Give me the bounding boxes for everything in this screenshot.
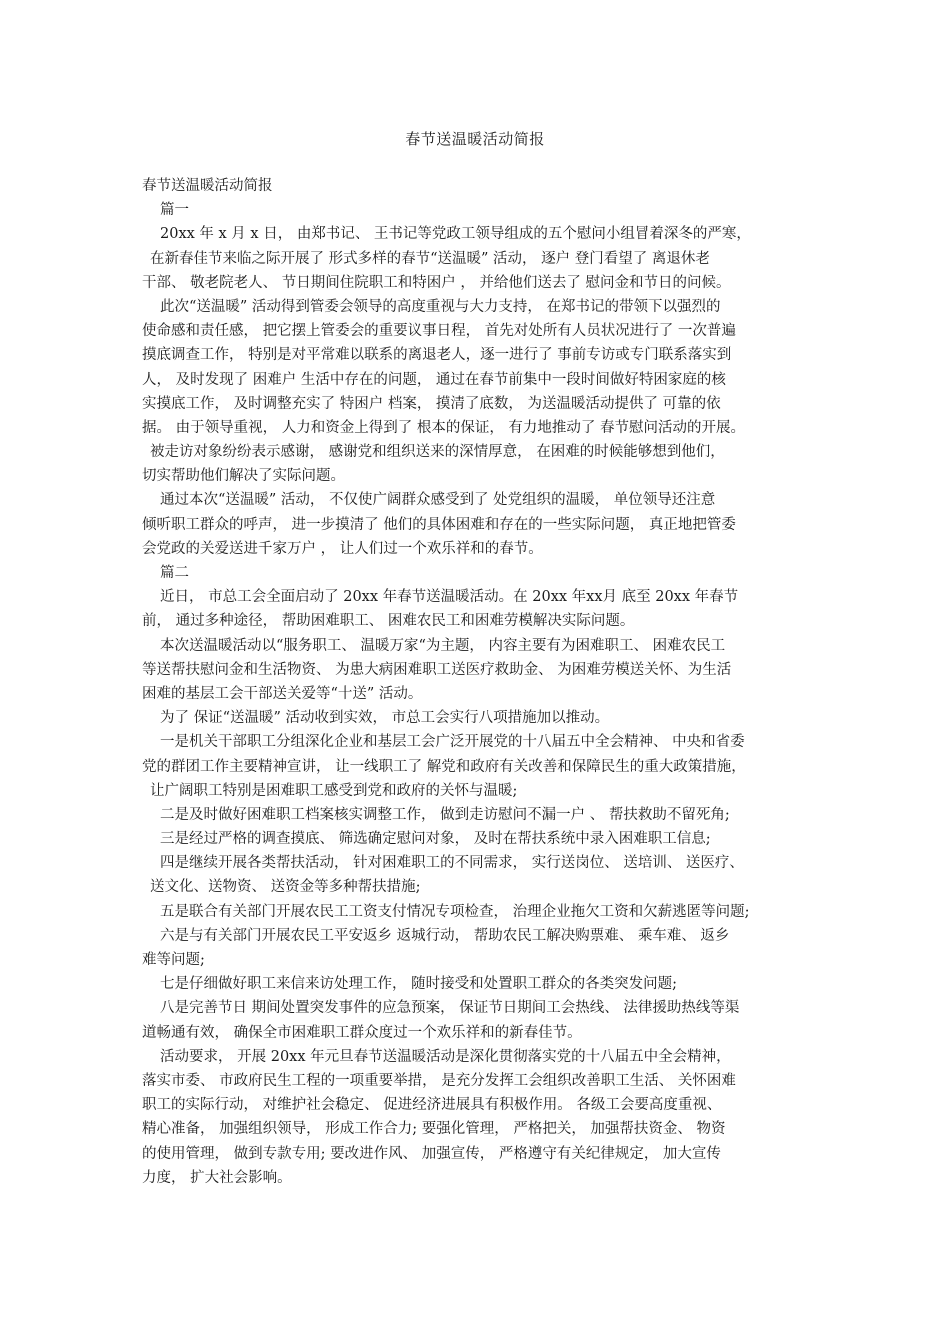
text-line: 困难的基层工会干部送关爱等“十送” 活动。: [142, 685, 423, 702]
text-line: 实摸底工作， 及时调整充实了 特困户 档案， 摸清了底数， 为送温暖活动提供了 可靠的依: [142, 395, 721, 412]
text-line: 一是机关干部职工分组深化企业和基层工会广泛开展党的十八届五中全会精神、 中央和省委: [160, 734, 745, 751]
text-line: 活动要求， 开展 20xx 年元旦春节送温暖活动是深化贯彻落实党的十八届五中全会精神，: [160, 1048, 731, 1065]
text-line: 摸底调查工作， 特别是对平常难以联系的离退老人，逐一进行了 事前专访或专门联系落实到: [142, 347, 732, 364]
text-line: 道畅通有效， 确保全市困难职工群众度过一个欢乐祥和的新春佳节。: [142, 1024, 582, 1041]
text-line: 力度， 扩大社会影响。: [142, 1169, 292, 1186]
text-line: 切实帮助他们解决了实际问题。: [142, 468, 345, 485]
text-line: 倾听职工群众的呼声， 进一步摸清了 他们的具体困难和存在的一些实际问题， 真正地把管委: [142, 516, 736, 533]
text-line: 在新春佳节来临之际开展了 形式多样的春节“送温暖” 活动， 逐户 登门看望了 离退休老: [150, 250, 710, 267]
text-line: 八是完善节日 期间处置突发事件的应急预案， 保证节日期间工会热线、 法律援助热线等渠: [160, 1000, 740, 1017]
text-line: 精心准备， 加强组织领导， 形成工作合力; 要强化管理， 严格把关， 加强帮扶资金、 物资: [142, 1121, 726, 1138]
text-line: 本次送温暖活动以“服务职工、 温暖万家“为主题， 内容主要有为困难职工、 困难农民工: [160, 637, 726, 654]
text-line: 的使用管理， 做到专款专用; 要改进作风、 加强宣传， 严格遵守有关纪律规定， 加大宣传: [142, 1145, 721, 1162]
text-line: 20xx 年 x 月 x 日， 由郑书记、 王书记等党政工领导组成的五个慰问小组冒着深冬的严寒，: [160, 226, 751, 243]
text-line: 难等问题;: [142, 952, 205, 968]
text-line: 五是联合有关部门开展农民工工资支付情况专项检查， 治理企业拖欠工资和欠薪逃匿等问题;: [160, 903, 750, 920]
text-line: 会党政的关爱送进千家万户 ， 让人们过一个欢乐祥和的春节。: [142, 540, 543, 557]
text-line: 干部、 敬老院老人、 节日期间住院职工和特困户 ， 并给他们送去了 慰问金和节日的问候。: [142, 274, 731, 291]
text-line: 近日， 市总工会全面启动了 20xx 年春节送温暖活动。在 20xx 年xx月 底至 20xx 年春节: [160, 589, 739, 606]
document-title: 春节送温暖活动简报: [405, 130, 545, 148]
text-line: 六是与有关部门开展农民工平安返乡 返城行动， 帮助农民工解决购票难、 乘车难、 返乡: [160, 927, 730, 944]
text-line: 落实市委、 市政府民生工程的一项重要举措， 是充分发挥工会组织改善职工生活、 关怀困难: [142, 1072, 736, 1089]
text-line: 七是仔细做好职工来信来访处理工作， 随时接受和处置职工群众的各类突发问题;: [160, 976, 677, 993]
text-line: 送文化、送物资、 送资金等多种帮扶措施;: [150, 879, 421, 896]
text-line: 为了 保证“送温暖” 活动收到实效， 市总工会实行八项措施加以推动。: [160, 710, 610, 727]
text-line: 据。 由于领导重视， 人力和资金上得到了 根本的保证， 有力地推动了 春节慰问活动的开展。: [142, 419, 746, 436]
text-line: 被走访对象纷纷表示感谢， 感谢党和组织送来的深情厚意， 在困难的时候能够想到他们，: [150, 444, 725, 461]
text-line: 人， 及时发现了 困难户 生活中存在的问题， 通过在春节前集中一段时间做好特困家庭的核: [142, 371, 726, 388]
text-line: 春节送温暖活动简报: [142, 178, 273, 194]
text-line: 二是及时做好困难职工档案核实调整工作， 做到走访慰问不漏一户 、 帮扶救助不留死角;: [160, 806, 730, 823]
text-line: 篇一: [160, 202, 189, 219]
text-line: 三是经过严格的调查摸底、 筛选确定慰问对象， 及时在帮扶系统中录入困难职工信息;: [160, 831, 711, 848]
text-line: 篇二: [160, 565, 189, 581]
document-body: [142, 174, 822, 1190]
text-line: 前， 通过多种途径， 帮助困难职工、 困难农民工和困难劳模解决实际问题。: [142, 613, 635, 630]
text-line: 职工的实际行动， 对维护社会稳定、 促进经济进展具有积极作用。 各级工会要高度重视、: [142, 1097, 722, 1114]
text-line: 通过本次“送温暖” 活动， 不仅使广阔群众感受到了 处党组织的温暖， 单位领导还注意: [160, 492, 716, 509]
text-line: 党的群团工作主要精神宣讲， 让一线职工了 解党和政府有关改善和保障民生的重大政策措施，: [142, 758, 746, 775]
text-line: 四是继续开展各类帮扶活动， 针对困难职工的不同需求， 实行送岗位、 送培训、 送医疗、: [160, 855, 744, 872]
text-line: 此次“送温暖” 活动得到管委会领导的高度重视与大力支持， 在郑书记的带领下以强烈的: [160, 298, 721, 315]
text-line: 等送帮扶慰问金和生活物资、 为患大病困难职工送医疗救助金、 为困难劳模送关怀、为生活: [142, 661, 732, 678]
text-line: 让广阔职工特别是困难职工感受到党和政府的关怀与温暖;: [150, 782, 518, 799]
text-line: 使命感和责任感， 把它摆上管委会的重要议事日程， 首先对处所有人员状况进行了 一次普遍: [142, 323, 736, 340]
